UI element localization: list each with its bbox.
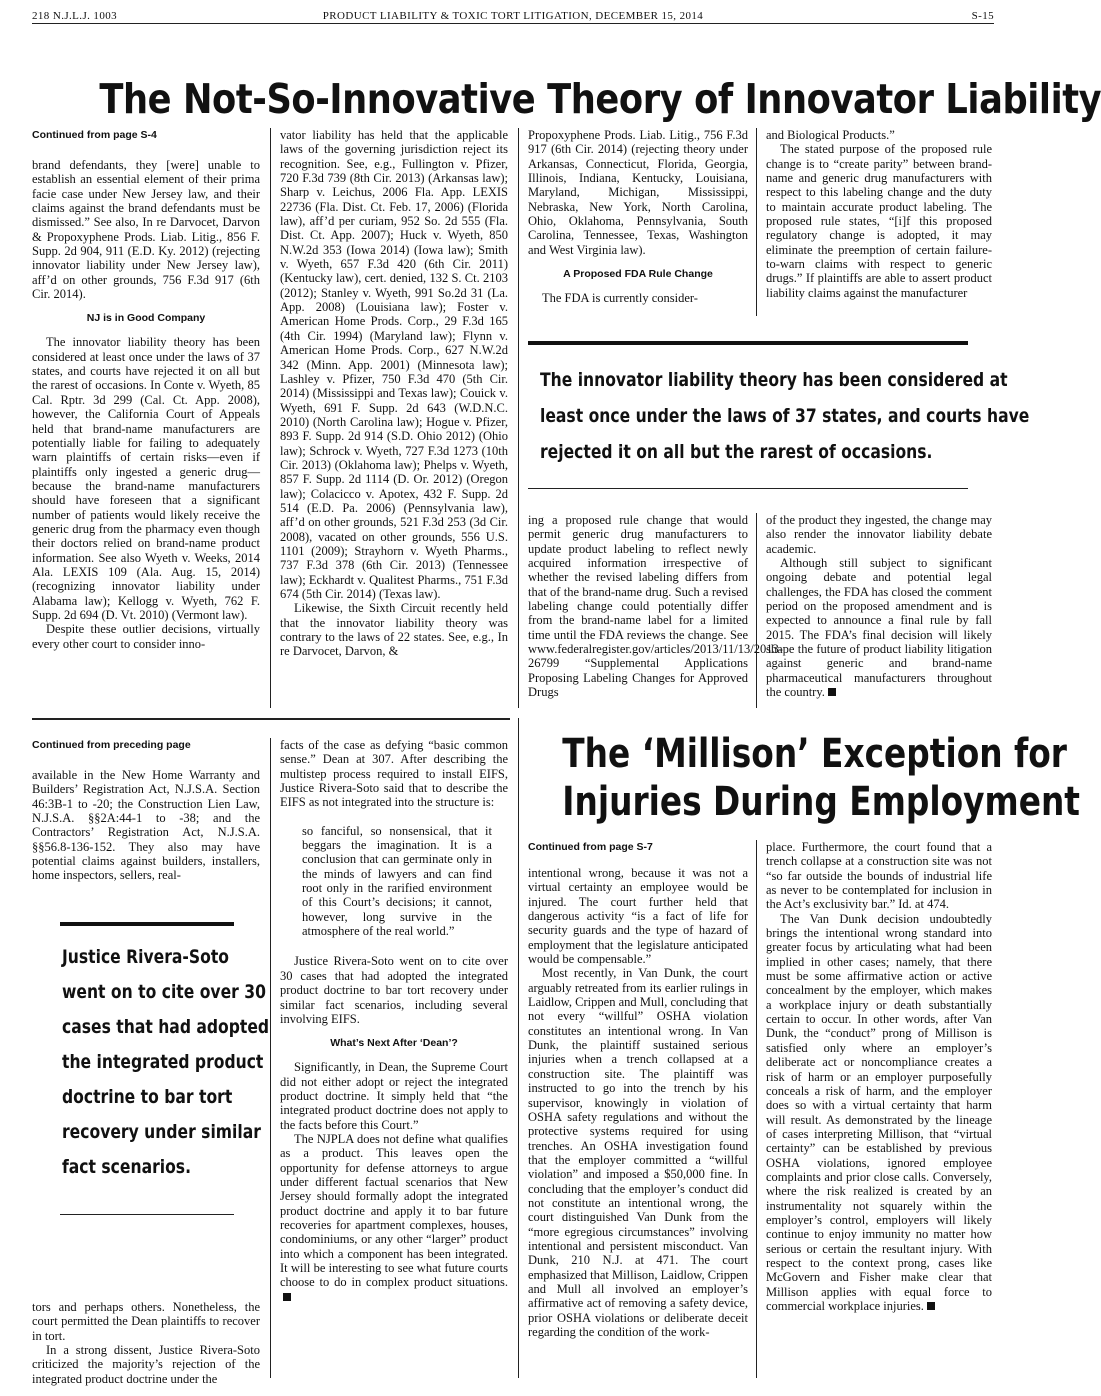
paragraph: and Biological Products.” (766, 128, 895, 142)
pullquote-bar-top (528, 341, 968, 345)
article2-col1 (32, 738, 260, 883)
section-divider (32, 718, 510, 720)
article1-col3-continued (528, 513, 783, 700)
column-rule (270, 128, 271, 708)
column-rule (756, 128, 757, 316)
paragraph: tors and perhaps others. Nonetheless, the court permitted the Dean plaintiffs to recover in tort. (32, 1300, 260, 1343)
page-header (32, 8, 994, 24)
pullquote-bar-top (60, 922, 234, 926)
paragraph: Significantly, in Dean, the Supreme Court did not either adopt or reject the integrated product doctrine. It simply held that “the integrated product doctrine does not apply to the facts before this Court.” (280, 1060, 508, 1132)
paragraph: Despite these outlier decisions, virtually every other court to consider inno- (32, 622, 260, 651)
paragraph: of the product they ingested, the change may also render the innovator liability debate academic. (766, 513, 992, 556)
column-rule (270, 738, 271, 1378)
end-of-article-mark (283, 1293, 291, 1301)
page-number: S-15 (971, 10, 994, 22)
pullquote: The innovator liability theory has been considered at least once under the laws of 37 states, and courts have rejected it on all but the rarest of occasions. (540, 369, 1030, 463)
citation: 218 N.J.L.J. 1003 (32, 10, 118, 22)
paragraph: The Van Dunk decision undoubtedly brings the intentional wrong standard into greater focus by articulating what had been implied in other cases; namely, that there must be some affirmative action or active concealment by the employer, which makes a workplace injury or death substantially certain to occur. In other words, after Van Dunk, the “conduct” prong of Millison is satisfied only where an employer’s deliberate act or noncompliance creates a risk of harm or an employer purposefully conceals a risk of harm, and the employer does so with a virtual certainty that harm will result. As demonstrated by the lineage of cases interpreting Millison, that “virtual certainty” can be established by previous OSHA violations, ignored employee complaints and prior close calls. Conversely, where the risk realized is created by an instrumentality not squarely within the employer’s control, employers will likely continue to enjoy immunity no matter how serious or certain the resultant injury. With respect to the context prong, cases like McGovern and Fisher make clear that Millison applies with equal force to commercial workplace injuries. (766, 911, 992, 1313)
article2-col1-continued (32, 1300, 260, 1386)
continued-label: Continued from page S-7 (528, 841, 653, 853)
paragraph: brand defendants, they [were] unable to establish an essential element of their prima facie case under New Jersey law, and their claims against the brand defendants must be dismissed.” See also, In re Darvocet, Darvon & Propoxyphene Prods. Liab. Litig., 856 F. Supp. 2d 904, 911 (E.D. Ky. 2012) (rejecting innovator liability under New Jersey law), aff’d on other grounds, 756 F.3d 917 (6th Cir. 2014). (32, 158, 260, 302)
subhead: What’s Next After ‘Dean’? (330, 1037, 458, 1050)
column-rule (518, 718, 519, 1378)
paragraph: The NJPLA does not define what qualifies as a product. This leaves open the opportunity for defense attorneys to argue under different factual scenarios that New Jersey should formally adopt the integrated product doctrine and apply it to bar future recoveries for apartment complexes, houses, condominiums, or any other “larger” product into which a component has been integrated. It will be interesting to see what future courts choose to do in complex product situations. (280, 1132, 508, 1304)
continued-label: Continued from preceding page (32, 739, 191, 751)
article3-col2 (766, 840, 992, 1313)
paragraph: vator liability has held that the applicable laws of the governing jurisdiction reject its recognition. See, e.g., Fullington v. Pfizer, 720 F.3d 739 (8th Cir. 2013) (Arkansas law); Sharp v. Leichus, 2006 Fla. App. LEXIS 22736 (Fla. Dist. Ct. Feb. 17, 2006) (Florida law), aff’d per curiam, 952 So. 2d 555 (Fla. Dist. Ct. App. 2007); Huck v. Wyeth, 850 N.W.2d 353 (Iowa 2014) (Iowa law); Smith v. Wyeth, 657 F.3d 420 (6th Cir. 2011) (Kentucky law), cert. denied, 132 S. Ct. 2103 (2012); Stanley v. Wyeth, 991 So.2d 31 (La. App. 2008) (Louisiana law); Foster v. American Home Prods. Corp., 29 F.3d 165 (4th Cir. 1994) (Maryland law); Flynn v. American Home Prods. Corp., 627 N.W.2d 342 (Minn. App. 2001) (Minnesota law); Lashley v. Pfizer, 750 F.3d 470 (5th Cir. 2014) (Mississippi and Texas law); Couick v. Wyeth, 691 F. Supp. 2d 643 (W.D.N.C. 2010) (North Carolina law); Hogue v. Pfizer, 893 F. Supp. 2d 914 (S.D. Ohio 2012) (Ohio law); Schrock v. Wyeth, 727 F.3d 1273 (10th Cir. 2013) (Oklahoma law); Phelps v. Wyeth, 857 F. Supp. 2d 1114 (D. Or. 2012) (Oregon law); Colacicco v. Apotex, 432 F. Supp. 2d 514 (E.D. Pa. 2006) (Pennsylvania law), aff’d on other grounds, 521 F.3d 253 (3d Cir. 2008), vacated on other grounds, 556 U.S. 1101 (2009); Strayhorn v. Wyeth Pharms., 737 F.3d 378 (6th Cir. 2013) (Tennessee law); Eckhardt v. Qualitest Pharms., 751 F.3d 674 (5th Cir. 2014) (Texas law). (280, 128, 508, 601)
paragraph: The stated purpose of the proposed rule change is to “create parity” between brand-name and generic drug manufacturers with respect to this labeling change and the duty to maintain accurate product labeling. The proposed rule states, “[i]f this proposed regulatory change is adopted, it may eliminate the preemption of certain failure-to-warn claims with respect to generic drugs.” If plaintiffs are able to assert product liability claims against the manufacturer (766, 142, 992, 300)
paragraph: Likewise, the Sixth Circuit recently held that the innovator liability theory was contrary to the laws of 22 states. See, e.g., In re Darvocet, Darvon, & (280, 601, 508, 659)
end-of-article-mark (828, 688, 836, 696)
paragraph: available in the New Home Warranty and Builders’ Registration Act, N.J.S.A. Section 46:3B-1 to -20; the Construction Lien Law, N.J.S.A. §§2A:44-1 to -38; and the Contractors’ Registration Act, N.J.S.A. §§56.8-136-152. They also may have potential claims against builders, installers, home inspectors, sellers, real- (32, 768, 260, 883)
article1-col3 (528, 128, 748, 305)
article1-col2 (280, 128, 508, 659)
block-quote: so fanciful, so nonsensical, that it beggars the imagination. It is a conclusion that can germinate only in the minds of lawyers and can find root only in the rarified environment of this Court’s decisions; it cannot, however, long survive in the atmosphere of the real world.” (302, 823, 492, 939)
publication-line: PRODUCT LIABILITY & TOXIC TORT LITIGATION, DECEMBER 15, 2014 (322, 10, 704, 22)
paragraph: place. Furthermore, the court found that a trench collapse at a construction site was not “so far outside the bounds of industrial life as never to be contemplated for inclusion in the Act’s exclusivity bar.” Id. at 474. (766, 840, 992, 912)
column-rule (756, 513, 757, 708)
article2-col2 (280, 738, 508, 1304)
pullquote: Justice Rivera-Soto went on to cite over 30 cases that had adopted the integrated product doctrine to bar tort recovery under similar fact scenarios. (62, 946, 270, 1178)
paragraph: Justice Rivera-Soto went on to cite over 30 cases that had adopted the integrated product doctrine to bar tort recovery under similar fact scenarios, including several involving EIFS. (280, 954, 508, 1026)
subhead: NJ is in Good Company (86, 312, 206, 325)
paragraph: facts of the case as defying “basic common sense.” Dean at 307. After describing the multistep process required to install EIFS, Justice Rivera-Soto said that to describe the EIFS as not integrated into the structure is: (280, 738, 508, 810)
article1-title: The Not-So-Innovative Theory of Innovator Liability (99, 75, 1101, 123)
article1-col4-continued (766, 513, 992, 699)
column-rule (518, 128, 519, 708)
paragraph: In a strong dissent, Justice Rivera-Soto criticized the majority’s rejection of the integrated product doctrine under the (32, 1343, 260, 1386)
column-rule (756, 840, 757, 1378)
pullquote-bar-bottom (528, 488, 968, 489)
article1-col1 (32, 128, 260, 651)
paragraph: ing a proposed rule change that would permit generic drug manufacturers to update product labeling to reflect newly acquired information irrespective of whether the revised labeling differs from that of the brand-name drug. Such a revised labeling change could potentially differ from the brand-name label for a limited time until the FDA reviews the change. See www.federalregister.gov/articles/2013/11/13/2013-26799 “Supplemental Applications Proposing Labeling Changes for Approved Drugs (528, 513, 783, 700)
paragraph: Although still subject to significant ongoing debate and potential legal challenges, the FDA has closed the comment period on the proposed amendment and is expected to announce a final rule by fall 2015. The FDA’s final decision will likely shape the future of product liability litigation against generic and brand-name pharmaceutical manufacturers throughout the country. (766, 556, 992, 700)
pullquote-bar-bottom (60, 1214, 234, 1215)
article3-title: The ‘Millison’ Exception for Injuries During Employment (562, 731, 1080, 825)
paragraph: The innovator liability theory has been considered at least once under the laws of 37 states, and courts have rejected it on all but the rarest of occasions. In Conte v. Wyeth, 85 Cal. Rptr. 3d 299 (Cal. Ct. App. 2008), however, the California Court of Appeals held that brand-name manufacturers are potentially liable for failing to adequately warn plaintiffs of certain risks—even if plaintiffs only ingested a generic drug—because the brand-name manufacturers should have foreseen that a significant number of patients would likely receive the generic drug from the pharmacy even though their doctors relied on brand-name product information. See also Wyeth v. Weeks, 2014 Ala. LEXIS 109 (Ala. Aug. 15, 2014) (recognizing innovator liability under Alabama law); Kellogg v. Wyeth, 762 F. Supp. 2d 694 (D. Vt. 2010) (Vermont law). (32, 335, 260, 622)
subhead: A Proposed FDA Rule Change (563, 268, 713, 281)
paragraph: The FDA is currently consider- (542, 291, 698, 306)
end-of-article-mark (927, 1302, 935, 1310)
paragraph: intentional wrong, because it was not a virtual certainty an employee would be injured. The court further held that dangerous activity “is a fact of life for security guards and the type of hazard of employment that the legislature anticipated would be compensable.” (528, 866, 748, 967)
article3-col1 (528, 840, 748, 1339)
continued-label: Continued from page S-4 (32, 129, 157, 141)
paragraph: Most recently, in Van Dunk, the court arguably retreated from its earlier rulings in Laidlow, Crippen and Mull, concluding that not every “willful” OSHA violation constitutes an intentional wrong. In Van Dunk, the plaintiff sustained serious injuries when a trench collapsed at a construction site. The plaintiff was instructed to go into the trench by his supervisor, knowingly in violation of OSHA safety regulations and without the protective systems required for using trenches. An OSHA investigation found that the employer committed a “willful violation” and imposed a $50,000 fine. In concluding that the employer’s conduct did not constitute an intentional wrong, the court distinguished Van Dunk from the “more egregious circumstances” involving intentional and persistent misconduct. Van Dunk, 210 N.J. at 471. The court emphasized that Millison, Laidlow, Crippen and Mull all involved an employer’s affirmative act of removing a safety device, prior OSHA violations or deliberate deceit regarding the condition of the work- (528, 966, 748, 1339)
paragraph: Propoxyphene Prods. Liab. Litig., 756 F.3d 917 (6th Cir. 2014) (rejecting theory under Arkansas, Connecticut, Florida, Georgia, Illinois, Indiana, Kentucky, Louisiana, Maryland, Michigan, Mississippi, Nebraska, New York, North Carolina, Ohio, Oklahoma, Pennsylvania, South Carolina, Tennessee, Texas, Washington and West Virginia law). (528, 128, 748, 257)
article1-col4 (766, 128, 992, 300)
